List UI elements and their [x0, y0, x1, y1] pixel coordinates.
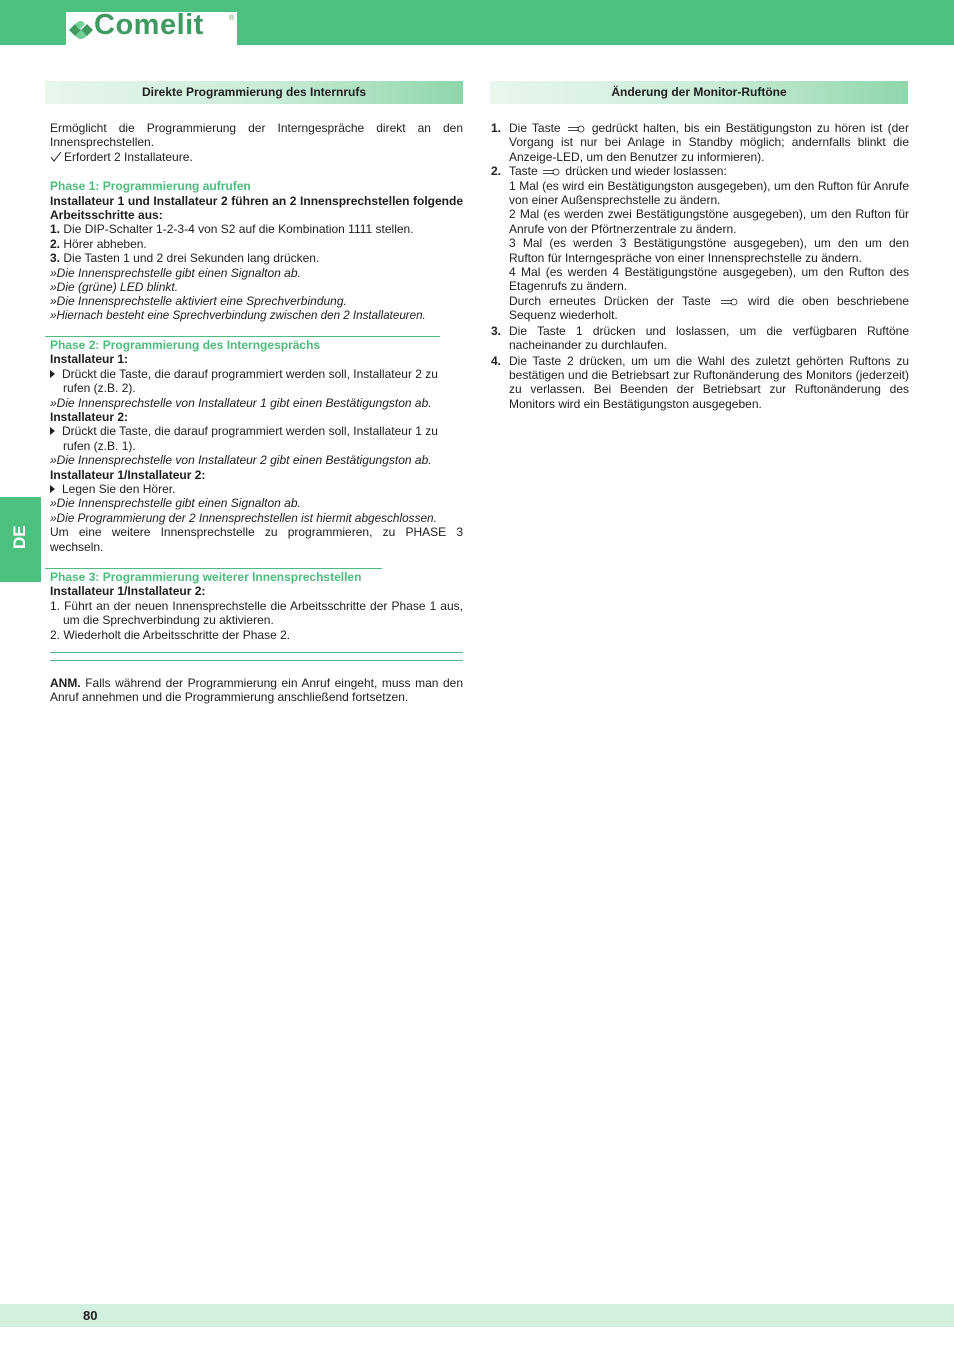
triangle-bullet-icon	[50, 370, 55, 378]
checkmark-icon	[50, 151, 62, 162]
note-divider-bottom	[50, 660, 463, 661]
phase1-note: »Hiernach besteht eine Sprechverbindung zwischen den 2 Installateuren.	[50, 308, 426, 322]
step-text-b: drücken und wieder loslassen:	[565, 164, 727, 179]
both-installers-step-text: Legen Sie den Hörer.	[62, 482, 176, 497]
phase3-title: Phase 3: Programmierung weiterer Innensprechstellen	[50, 570, 362, 584]
step-text-a: Taste	[509, 164, 538, 179]
left-section-header: Direkte Programmierung des Internrufs	[45, 81, 463, 104]
phase1-step-1	[50, 222, 463, 236]
step-number: 3.	[50, 251, 61, 266]
phase3-block	[50, 570, 463, 642]
note-label: ANM.	[50, 676, 81, 690]
both-installers-label: Installateur 1/Installateur 2:	[50, 467, 206, 482]
requires-text: Erfordert 2 Installateure.	[64, 149, 193, 164]
repeat-text-a: Durch erneutes Drücken der Taste	[509, 293, 711, 308]
ringtone-repeat	[509, 294, 909, 323]
triangle-bullet-icon	[50, 427, 55, 435]
left-column	[50, 121, 463, 323]
note-block	[50, 676, 463, 705]
step-number: 2.	[50, 236, 61, 251]
phase2-outro: Um eine weitere Innensprechstelle zu programmieren, zu PHASE 3 wechseln.	[50, 525, 463, 554]
note-text: Falls während der Programmierung ein Anruf eingeht, muss man den Anruf annehmen und die Programmierung anschließend fortsetzen.	[50, 676, 463, 705]
installer2-step	[50, 424, 463, 453]
step-text: Die Tasten 1 und 2 drei Sekunden lang drücken.	[63, 251, 320, 266]
ringtone-step-2	[491, 164, 909, 322]
step-text: Hörer abheben.	[63, 236, 147, 251]
phase3-step-1: 1. Führt an der neuen Innensprechstelle die Arbeitsschritte der Phase 1 aus, um die Sprechverbindung zu aktivieren.	[50, 598, 463, 628]
step-number: 4.	[491, 353, 502, 368]
installer2-step-text: Drückt die Taste, die darauf programmiert werden soll, Installateur 1 zu rufen (z.B. 1).	[62, 424, 438, 453]
footer-bar	[0, 1304, 954, 1327]
step-text: Die DIP-Schalter 1-2-3-4 von S2 auf die Kombination 1111 stellen.	[63, 222, 414, 237]
step-text-a: Die Taste	[509, 121, 561, 135]
brand-logo	[66, 9, 237, 45]
right-section-header: Änderung der Monitor-Ruftöne	[490, 81, 908, 104]
ringtone-option: 3 Mal (es werden 3 Bestätigungstöne ausgegeben), um den um den Rufton für Interngespräche von einer Innensprechstelle zu ändern.	[509, 236, 909, 265]
triangle-bullet-icon	[50, 485, 55, 493]
language-label: DE	[10, 525, 29, 549]
ringtone-step-1	[491, 121, 909, 164]
both-installers-note: »Die Innensprechstelle gibt einen Signalton ab.	[50, 496, 301, 511]
phase1-lead: Installateur 1 und Installateur 2 führen an 2 Innensprechstellen folgende Arbeitsschritte aus:	[50, 193, 463, 223]
phase1-note: »Die (grüne) LED blinkt.	[50, 280, 179, 295]
installer1-note: »Die Innensprechstelle von Installateur 1 gibt einen Bestätigungston ab.	[50, 395, 432, 410]
registered-mark: ®	[229, 15, 235, 22]
ringtone-option: 4 Mal (es werden 4 Bestätigungstöne ausgegeben), um den Rufton des Etagenrufs zu ändern.	[509, 265, 909, 294]
installer1-step	[50, 367, 463, 396]
note-paragraph	[50, 676, 463, 705]
phase1-title: Phase 1: Programmierung aufrufen	[50, 179, 251, 194]
phase2-block	[50, 338, 463, 554]
step-text: Die Taste 2 drücken, um um die Wahl des zuletzt gehörten Ruftons zu bestätigen und die Betriebsart zur Ruftonänderung des Monitors (jederzeit) zu verlassen. Bei Beenden der Betriebsart zur Ruftonänderung des Monitors wird ein Bestätigungston ausgegeben.	[509, 353, 909, 411]
repeat-text-b: wird die oben beschriebene Sequenz wiederholt.	[509, 293, 910, 323]
phase1-note: »Die Innensprechstelle gibt einen Signalton ab.	[50, 265, 301, 280]
note-divider-top	[50, 652, 463, 653]
language-tab	[0, 497, 41, 582]
intro-text: Ermöglicht die Programmierung der Interngespräche direkt an den Innensprechstellen.	[50, 121, 463, 150]
page-number: 80	[83, 1308, 98, 1323]
key-icon	[568, 125, 585, 133]
step-text-b: gedrückt halten, bis ein Bestätigungston zu hören ist (der Vorgang ist nur bei Anlage in Standby möglich; andernfalls blinkt die Anzeige-LED, um den Benutzer zu informieren).	[509, 121, 909, 164]
phase3-label: Installateur 1/Installateur 2:	[50, 584, 206, 599]
ringtone-step-4	[491, 354, 909, 412]
phase1-step-2	[50, 237, 463, 251]
brand-name: Comelit	[94, 9, 204, 41]
both-installers-step	[50, 482, 463, 496]
key-icon	[721, 298, 738, 306]
requires-line	[50, 150, 463, 164]
both-installers-note: »Die Programmierung der 2 Innensprechstellen ist hiermit abgeschlossen.	[50, 510, 437, 525]
ringtone-option: 1 Mal (es wird ein Bestätigungston ausgegeben), um den Rufton für Anrufe von einer Außensprechstelle zu ändern.	[509, 178, 909, 208]
installer1-label: Installateur 1:	[50, 352, 129, 367]
key-icon	[543, 168, 560, 176]
phase1-note: »Die Innensprechstelle aktiviert eine Sprechverbindung.	[50, 294, 347, 309]
step-text: Die Taste 1 drücken und loslassen, um die verfügbaren Ruftöne nacheinander zu durchlaufen.	[509, 323, 909, 353]
phase2-divider	[45, 336, 440, 337]
installer2-label: Installateur 2:	[50, 410, 129, 425]
phase3-step-2: 2. Wiederholt die Arbeitsschritte der Phase 2.	[50, 627, 291, 642]
top-bar	[0, 0, 954, 45]
phase2-title: Phase 2: Programmierung des Interngesprächs	[50, 338, 321, 352]
installer1-step-text: Drückt die Taste, die darauf programmiert werden soll, Installateur 2 zu rufen (z.B. 2).	[62, 366, 438, 396]
installer2-note: »Die Innensprechstelle von Installateur 2 gibt einen Bestätigungston ab.	[50, 453, 432, 468]
ringtone-option: 2 Mal (es werden zwei Bestätigungstöne ausgegeben), um den Rufton für Anrufe von der Pförtnerzentrale zu ändern.	[509, 207, 909, 236]
right-column	[491, 121, 909, 411]
phase3-divider	[45, 568, 382, 569]
step-number: 2.	[491, 164, 502, 179]
comelit-logo-icon	[69, 21, 93, 39]
step-number: 3.	[491, 323, 502, 338]
step-number: 1.	[50, 222, 61, 237]
step-number: 1.	[491, 121, 502, 135]
ringtone-step-3	[491, 324, 909, 353]
phase1-step-3	[50, 251, 463, 265]
